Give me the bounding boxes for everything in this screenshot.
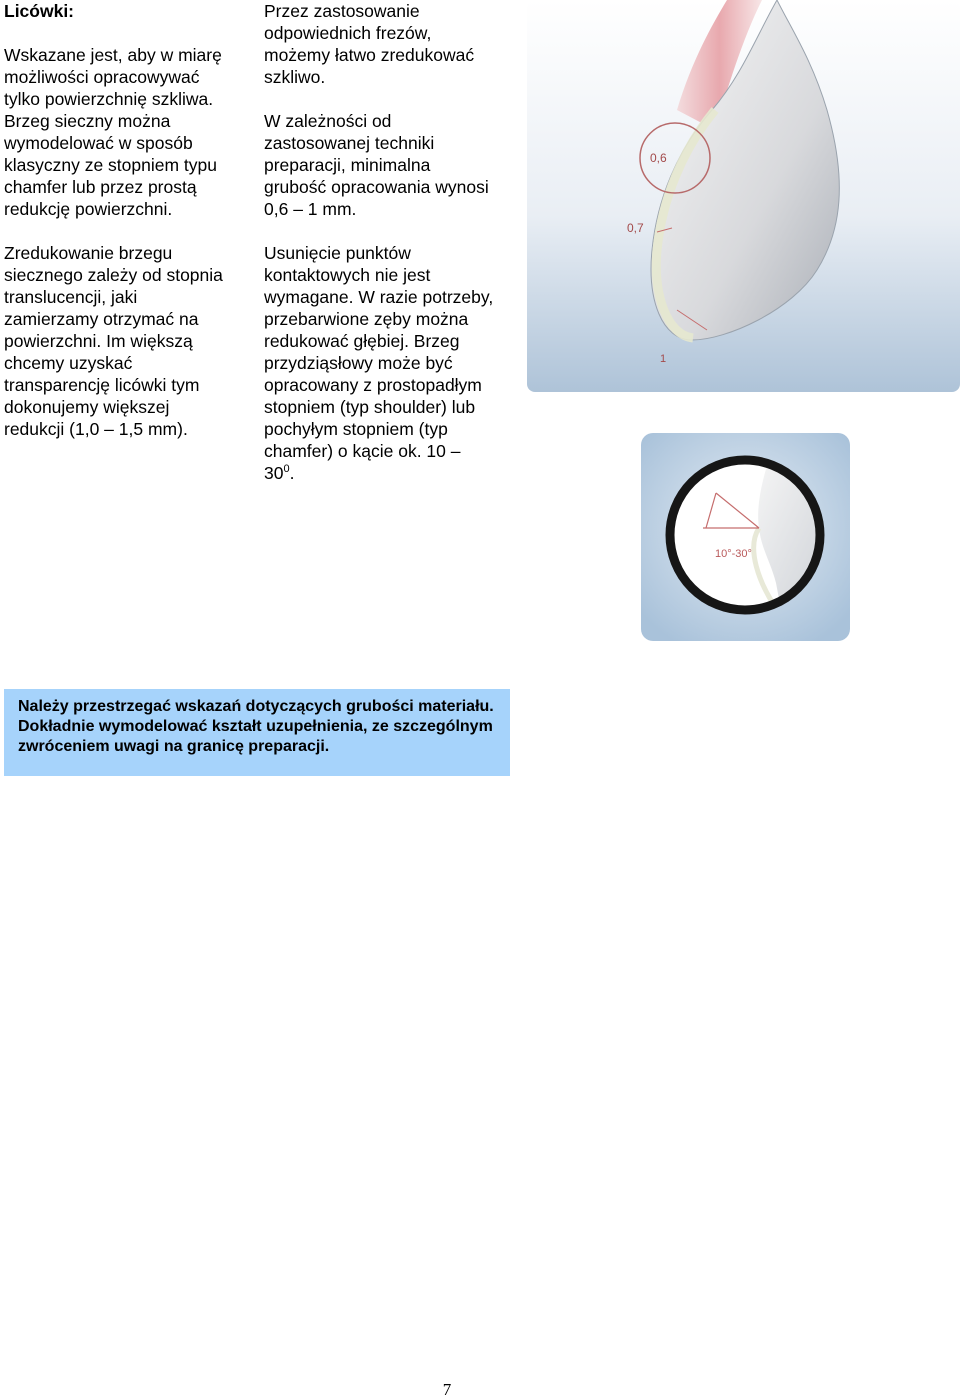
middle-paragraph-2: W zależności od zastosowanej techniki preparacji, minimalna grubość opracowania wynosi 0,6 – 1 mm. — [264, 111, 489, 219]
left-column — [4, 0, 234, 462]
angle-label: 10°-30° — [715, 548, 752, 560]
middle-paragraph-3-end: . — [289, 463, 295, 483]
highlight-note: Należy przestrzegać wskazań dotyczących grubości materiału. Dokładnie wymodelować kształt uzupełnienia, ze szczególnym zwróceniem uwagi na granicę preparacji. — [4, 689, 510, 776]
page-number: 7 — [442, 1380, 452, 1399]
degree-superscript: 0 — [283, 463, 290, 476]
section-title: Licówki: — [4, 1, 75, 21]
middle-paragraph-1: Przez zastosowanie odpowiednich frezów, możemy łatwo zredukować szkliwo. — [264, 1, 475, 87]
label-1: 1 — [660, 353, 667, 365]
middle-column — [264, 0, 494, 506]
left-paragraph-1: Wskazane jest, aby w miarę możliwości opracowywać tylko powierzchnię szkliwa. Brzeg sieczny można wymodelować w sposób klasyczny ze stopniem typu chamfer lub przez prostą redukcję powierzchni. — [4, 45, 222, 219]
tooth-preparation-illustration — [527, 0, 960, 392]
middle-paragraph-3 — [264, 242, 494, 484]
left-paragraph-2: Zredukowanie brzegu siecznego zależy od stopnia translucencji, jaki zamierzamy otrzymać na powierzchni. Im większą chcemy uzyskać transparencję licówki tym dokonujemy większej redukcji (1,0 – 1,5 mm). — [4, 243, 223, 439]
middle-paragraph-3-text: Usunięcie punktów kontaktowych nie jest wymagane. W razie potrzeby, przebarwione zęby można redukować głębiej. Brzeg przydziąsłowy może być opracowany z prostopadłym stopniem (typ shoulder) lub pochyłym stopniem (typ chamfer) o kącie ok. 10 – 30 — [264, 243, 494, 483]
margin-angle-detail-illustration — [641, 433, 850, 641]
label-0-7: 0,7 — [627, 221, 644, 235]
label-0-6: 0,6 — [650, 151, 667, 165]
